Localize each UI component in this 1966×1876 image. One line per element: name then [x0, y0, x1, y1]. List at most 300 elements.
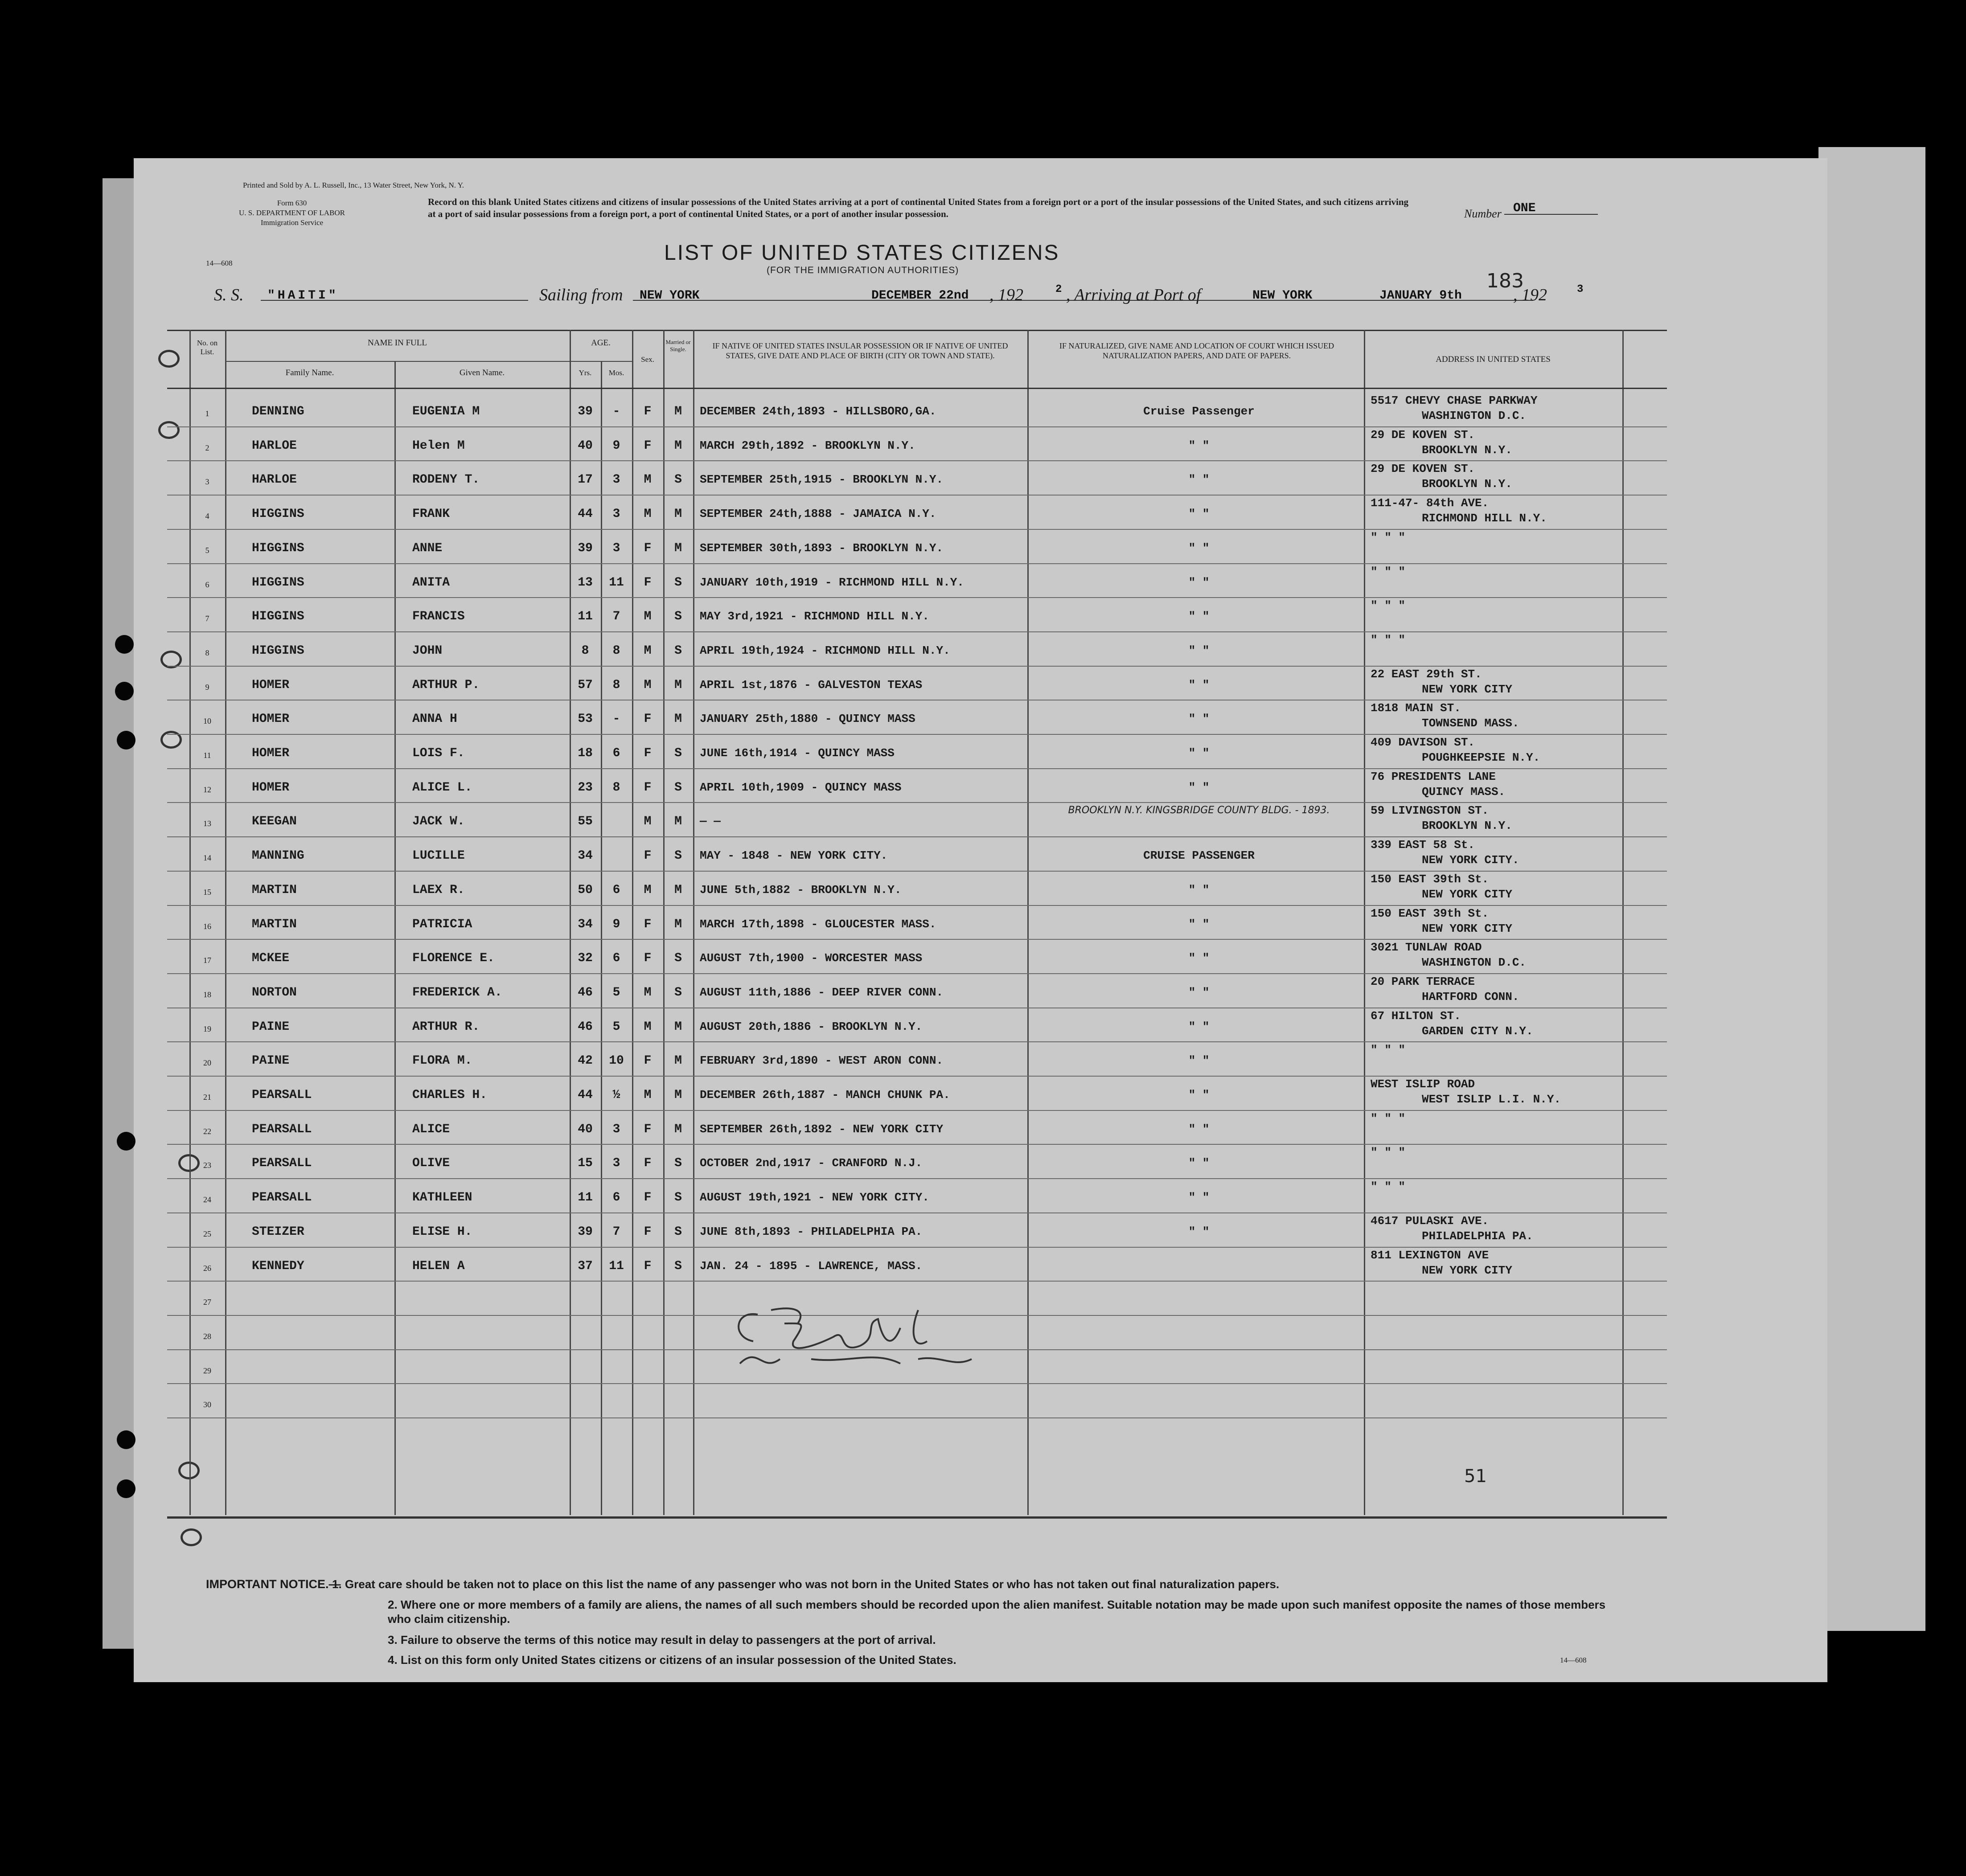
- family-name: KENNEDY: [252, 1259, 304, 1273]
- address-line-1: " " ": [1371, 1146, 1406, 1159]
- sex: M: [644, 1088, 652, 1102]
- age-months: -: [612, 405, 620, 418]
- given-name: ARTHUR P.: [412, 678, 480, 692]
- family-name: HOMER: [252, 746, 290, 760]
- header-no: No. on List.: [197, 339, 218, 356]
- age-years: 17: [578, 473, 593, 487]
- birth-info: MAY - 1848 - NEW YORK CITY.: [700, 849, 888, 863]
- department: U. S. DEPARTMENT OF LABOR: [239, 209, 345, 217]
- given-name: EUGENIA M: [412, 405, 480, 418]
- family-name: MARTIN: [252, 917, 297, 931]
- given-name: JOHN: [412, 643, 443, 658]
- given-name: PATRICIA: [412, 917, 472, 931]
- naturalization: " ": [1188, 746, 1210, 760]
- age-months: 6: [612, 951, 620, 966]
- given-name: KATHLEEN: [412, 1191, 472, 1205]
- age-years: 55: [578, 815, 593, 829]
- row-line: [167, 939, 1667, 940]
- address-line-1: " " ": [1371, 599, 1406, 613]
- address-line-1: " " ": [1371, 565, 1406, 578]
- sex: M: [644, 678, 652, 692]
- naturalization: " ": [1188, 1122, 1210, 1136]
- address-line-1: 3021 TUNLAW ROAD: [1371, 941, 1482, 954]
- naturalization: " ": [1188, 473, 1210, 487]
- binder-hole: [115, 635, 134, 654]
- marital-status: M: [674, 815, 682, 829]
- birth-info: APRIL 19th,1924 - RICHMOND HILL N.Y.: [700, 643, 950, 657]
- sex: M: [644, 507, 652, 521]
- row-number: 26: [203, 1263, 211, 1273]
- naturalization: " ": [1188, 985, 1210, 999]
- naturalization: " ": [1188, 780, 1210, 794]
- col-border: [601, 361, 602, 1515]
- given-name: FLORA M.: [412, 1054, 472, 1068]
- birth-info: MAY 3rd,1921 - RICHMOND HILL N.Y.: [700, 610, 929, 623]
- age-years: 15: [578, 1156, 593, 1171]
- row-line: [167, 426, 1667, 427]
- header-married: Married or Single.: [665, 339, 691, 352]
- age-months: 3: [612, 1156, 620, 1171]
- row-number: 20: [203, 1058, 211, 1068]
- row-line: [167, 1212, 1667, 1213]
- row-number: 27: [203, 1298, 211, 1307]
- sex: F: [644, 780, 652, 795]
- age-months: 3: [612, 473, 620, 487]
- row-number: 11: [203, 751, 211, 760]
- row-number: 14: [203, 853, 211, 863]
- naturalization: " ": [1188, 1054, 1210, 1068]
- family-name: HOMER: [252, 678, 290, 692]
- age-years: 32: [578, 951, 593, 966]
- marital-status: M: [674, 917, 682, 931]
- address-line-2: NEW YORK CITY: [1422, 887, 1512, 901]
- address-line-1: " " ": [1371, 1043, 1406, 1057]
- birth-info: OCTOBER 2nd,1917 - CRANFORD N.J.: [700, 1156, 923, 1170]
- row-number: 3: [205, 477, 209, 487]
- row-line: [167, 631, 1667, 632]
- marital-status: S: [674, 1191, 682, 1205]
- name-subheader-line: [225, 361, 570, 362]
- age-months: 7: [612, 610, 620, 624]
- birth-info: APRIL 10th,1909 - QUINCY MASS: [700, 780, 902, 794]
- sex: F: [644, 1156, 652, 1171]
- number-label: Number: [1464, 207, 1502, 220]
- birth-info: FEBRUARY 3rd,1890 - WEST ARON CONN.: [700, 1054, 944, 1068]
- header-bottom-line: [167, 388, 1667, 389]
- age-months: 3: [612, 1122, 620, 1136]
- sex: F: [644, 438, 652, 453]
- address-line-2: BROOKLYN N.Y.: [1422, 443, 1512, 457]
- address-line-1: 59 LIVINGSTON ST.: [1371, 804, 1489, 818]
- naturalization: " ": [1188, 712, 1210, 726]
- naturalization: " ": [1188, 883, 1210, 897]
- naturalization: BROOKLYN N.Y. KINGSBRIDGE COUNTY BLDG. - 1893.: [1068, 805, 1330, 816]
- number-value: ONE: [1513, 201, 1536, 215]
- header-family: Family Name.: [285, 368, 334, 377]
- row-line: [167, 871, 1667, 872]
- ss-label: S. S.: [214, 286, 244, 304]
- age-months: 7: [612, 1225, 620, 1239]
- age-months: -: [612, 712, 620, 726]
- age-months: 8: [612, 780, 620, 795]
- from-port: NEW YORK: [640, 289, 700, 303]
- sailing-from-label: Sailing from: [539, 286, 623, 304]
- marital-status: S: [674, 746, 682, 760]
- row-line: [167, 563, 1667, 564]
- family-name: HIGGINS: [252, 541, 304, 555]
- marital-status: S: [674, 575, 682, 590]
- depart-date: DECEMBER 22nd: [871, 289, 969, 303]
- age-months: 6: [612, 1191, 620, 1205]
- row-number: 21: [203, 1093, 211, 1102]
- age-months: 8: [612, 643, 620, 658]
- naturalization: " ": [1188, 575, 1210, 589]
- family-name: KEEGAN: [252, 815, 297, 829]
- address-line-2: TOWNSEND MASS.: [1422, 717, 1519, 730]
- col-border: [225, 330, 226, 1515]
- birth-info: SEPTEMBER 25th,1915 - BROOKLYN N.Y.: [700, 473, 944, 487]
- address-line-2: RICHMOND HILL N.Y.: [1422, 512, 1547, 525]
- marital-status: M: [674, 712, 682, 726]
- hand-number: 183: [1486, 270, 1524, 292]
- given-name: CHARLES H.: [412, 1088, 488, 1102]
- age-years: 11: [578, 1191, 593, 1205]
- marital-status: M: [674, 507, 682, 521]
- row-number: 29: [203, 1366, 211, 1375]
- row-number: 24: [203, 1195, 211, 1204]
- age-years: 34: [578, 849, 593, 863]
- page-number: 51: [1464, 1466, 1487, 1487]
- address-line-2: GARDEN CITY N.Y.: [1422, 1024, 1533, 1038]
- age-years: 23: [578, 780, 593, 795]
- col-border: [394, 361, 396, 1515]
- family-name: PEARSALL: [252, 1156, 312, 1171]
- naturalization: " ": [1188, 1020, 1210, 1033]
- family-name: HIGGINS: [252, 507, 304, 521]
- birth-info: JUNE 8th,1893 - PHILADELPHIA PA.: [700, 1225, 923, 1238]
- header-name-in-full: NAME IN FULL: [368, 338, 427, 348]
- table-bottom-line: [167, 1517, 1667, 1519]
- punch-ring: [181, 1528, 202, 1546]
- row-line: [167, 460, 1667, 461]
- notice-label: IMPORTANT NOTICE.—: [206, 1577, 341, 1591]
- family-name: HOMER: [252, 780, 290, 795]
- binder-hole: [117, 731, 135, 750]
- family-name: HIGGINS: [252, 610, 304, 624]
- address-line-1: 5517 CHEVY CHASE PARKWAY: [1371, 394, 1538, 407]
- row-number: 7: [205, 614, 209, 623]
- address-line-1: " " ": [1371, 530, 1406, 544]
- age-years: 57: [578, 678, 593, 692]
- header-yrs: Yrs.: [579, 369, 592, 377]
- family-name: DENNING: [252, 405, 304, 418]
- birth-info: JANUARY 10th,1919 - RICHMOND HILL N.Y.: [700, 575, 964, 589]
- marital-status: M: [674, 678, 682, 692]
- sex: F: [644, 405, 652, 418]
- row-number: 2: [205, 443, 209, 452]
- family-name: PAINE: [252, 1054, 290, 1068]
- row-number: 6: [205, 580, 209, 589]
- sex: F: [644, 1259, 652, 1273]
- address-line-2: NEW YORK CITY.: [1422, 853, 1519, 867]
- birth-info: MARCH 29th,1892 - BROOKLYN N.Y.: [700, 438, 915, 452]
- ship-name: "HAITI": [267, 289, 339, 303]
- birth-info: APRIL 1st,1876 - GALVESTON TEXAS: [700, 678, 923, 692]
- address-line-2: BROOKLYN N.Y.: [1422, 819, 1512, 833]
- age-months: 3: [612, 507, 620, 521]
- binder-hole: [117, 1430, 135, 1449]
- row-number: 10: [203, 717, 211, 726]
- family-name: HARLOE: [252, 473, 297, 487]
- address-line-2: WEST ISLIP L.I. N.Y.: [1422, 1093, 1561, 1106]
- age-years: 42: [578, 1054, 593, 1068]
- given-name: LUCILLE: [412, 849, 465, 863]
- marital-status: S: [674, 643, 682, 658]
- marital-status: S: [674, 1259, 682, 1273]
- age-years: 40: [578, 1122, 593, 1136]
- birth-info: AUGUST 11th,1886 - DEEP RIVER CONN.: [700, 985, 944, 999]
- naturalization: " ": [1188, 541, 1210, 555]
- address-line-1: " " ": [1371, 1111, 1406, 1125]
- birth-info: AUGUST 19th,1921 - NEW YORK CITY.: [700, 1191, 929, 1204]
- marital-status: M: [674, 541, 682, 555]
- row-number: 8: [205, 648, 209, 657]
- address-line-2: WASHINGTON D.C.: [1422, 409, 1527, 422]
- naturalization: " ": [1188, 1156, 1210, 1170]
- address-line-2: NEW YORK CITY: [1422, 682, 1512, 696]
- sex: M: [644, 473, 652, 487]
- birth-info: MARCH 17th,1898 - GLOUCESTER MASS.: [700, 917, 936, 931]
- given-name: ANNA H: [412, 712, 457, 726]
- header-naturalized: IF NATURALIZED, GIVE NAME AND LOCATION OF COURT WHICH ISSUED NATURALIZATION PAPERS, AND DATE OF PAPERS.: [1059, 341, 1334, 360]
- row-line: [167, 495, 1667, 496]
- sex: F: [644, 712, 652, 726]
- birth-info: DECEMBER 26th,1887 - MANCH CHUNK PA.: [700, 1088, 950, 1102]
- sex: F: [644, 1225, 652, 1239]
- age-years: 39: [578, 1225, 593, 1239]
- address-line-2: HARTFORD CONN.: [1422, 990, 1519, 1004]
- birth-info: SEPTEMBER 24th,1888 - JAMAICA N.Y.: [700, 507, 936, 521]
- age-years: 39: [578, 541, 593, 555]
- form-number: Form 630: [277, 199, 307, 207]
- given-name: JACK W.: [412, 815, 465, 829]
- sex: F: [644, 917, 652, 931]
- row-line: [167, 1281, 1667, 1282]
- marital-status: S: [674, 473, 682, 487]
- age-years: 11: [578, 610, 593, 624]
- naturalization: Cruise Passenger: [1143, 405, 1255, 418]
- age-months: 6: [612, 746, 620, 760]
- address-line-2: NEW YORK CITY: [1422, 922, 1512, 935]
- given-name: OLIVE: [412, 1156, 450, 1171]
- row-number: 1: [205, 409, 209, 418]
- sex: M: [644, 815, 652, 829]
- row-number: 30: [203, 1400, 211, 1409]
- family-name: HIGGINS: [252, 643, 304, 658]
- age-years: 18: [578, 746, 593, 760]
- given-name: ELISE H.: [412, 1225, 472, 1239]
- naturalization: " ": [1188, 507, 1210, 521]
- family-name: HIGGINS: [252, 575, 304, 590]
- marital-status: M: [674, 1020, 682, 1034]
- header-sex: Sex.: [641, 355, 654, 364]
- sex: F: [644, 849, 652, 863]
- sex: M: [644, 883, 652, 897]
- address-line-1: 339 EAST 58 St.: [1371, 838, 1475, 852]
- row-line: [167, 1076, 1667, 1077]
- marital-status: M: [674, 1088, 682, 1102]
- row-number: 9: [205, 682, 209, 692]
- sex: M: [644, 643, 652, 658]
- header-age: AGE.: [591, 338, 611, 348]
- marital-status: S: [674, 610, 682, 624]
- form-code: 14—608: [206, 259, 233, 267]
- col-border: [693, 330, 694, 1515]
- address-line-2: WASHINGTON D.C.: [1422, 956, 1527, 970]
- marital-status: S: [674, 985, 682, 999]
- col-border: [1364, 330, 1365, 1515]
- row-number: 23: [203, 1161, 211, 1170]
- given-name: LOIS F.: [412, 746, 465, 760]
- family-name: PAINE: [252, 1020, 290, 1034]
- birth-info: JUNE 5th,1882 - BROOKLYN N.Y.: [700, 883, 902, 897]
- address-line-1: WEST ISLIP ROAD: [1371, 1077, 1475, 1091]
- naturalization: " ": [1188, 438, 1210, 452]
- naturalization: CRUISE PASSENGER: [1143, 849, 1255, 863]
- age-years: 46: [578, 1020, 593, 1034]
- row-number: 19: [203, 1024, 211, 1033]
- marital-status: M: [674, 883, 682, 897]
- given-name: RODENY T.: [412, 473, 480, 487]
- header-address: ADDRESS IN UNITED STATES: [1436, 355, 1551, 364]
- binder-hole: [117, 1132, 135, 1151]
- marital-status: M: [674, 1122, 682, 1136]
- row-number: 4: [205, 512, 209, 521]
- family-name: MARTIN: [252, 883, 297, 897]
- col-border: [1622, 330, 1624, 1515]
- marital-status: S: [674, 1156, 682, 1171]
- given-name: Helen M: [412, 438, 465, 453]
- sex: F: [644, 746, 652, 760]
- marital-status: S: [674, 849, 682, 863]
- age-months: 3: [612, 541, 620, 555]
- arrive-year-prefix: , 192: [1513, 286, 1547, 304]
- header-mos: Mos.: [608, 369, 624, 377]
- birth-info: JAN. 24 - 1895 - LAWRENCE, MASS.: [700, 1259, 923, 1273]
- age-subheader-line: [570, 361, 632, 362]
- header-birth: IF NATIVE OF UNITED STATES INSULAR POSSESSION OR IF NATIVE OF UNITED STATES, GIVE DATE AND PLACE OF BIRTH (CITY OR TOWN AND STATE).: [712, 341, 1008, 360]
- page-subtitle: (FOR THE IMMIGRATION AUTHORITIES): [767, 265, 959, 275]
- row-number: 25: [203, 1229, 211, 1238]
- row-number: 15: [203, 887, 211, 897]
- age-years: 44: [578, 1088, 593, 1102]
- age-years: 50: [578, 883, 593, 897]
- address-line-1: 1818 MAIN ST.: [1371, 701, 1461, 715]
- underlying-sheet-right: [1818, 147, 1925, 1631]
- sex: F: [644, 541, 652, 555]
- age-years: 39: [578, 405, 593, 418]
- marital-status: S: [674, 1225, 682, 1239]
- row-line: [167, 802, 1667, 803]
- family-name: STEIZER: [252, 1225, 304, 1239]
- row-line: [167, 1383, 1667, 1384]
- notice-2: 2. Where one or more members of a family are aliens, the names of all such members should be recorded upon the alien manifest. Suitable notation may be made upon such manifest opposite the names of those members who claim citizenship.: [388, 1598, 1606, 1626]
- birth-info: AUGUST 7th,1900 - WORCESTER MASS: [700, 951, 923, 965]
- row-line: [167, 836, 1667, 837]
- age-months: ½: [612, 1088, 620, 1102]
- family-name: HARLOE: [252, 438, 297, 453]
- age-years: 40: [578, 438, 593, 453]
- given-name: ANITA: [412, 575, 450, 590]
- sex: F: [644, 575, 652, 590]
- address-line-1: 29 DE KOVEN ST.: [1371, 462, 1475, 476]
- address-line-1: 409 DAVISON ST.: [1371, 736, 1475, 749]
- birth-info: SEPTEMBER 26th,1892 - NEW YORK CITY: [700, 1122, 944, 1136]
- family-name: MCKEE: [252, 951, 290, 966]
- binder-hole: [115, 682, 134, 700]
- age-years: 53: [578, 712, 593, 726]
- address-line-2: QUINCY MASS.: [1422, 785, 1506, 799]
- service: Immigration Service: [260, 218, 324, 227]
- notice-1: 1. Great care should be taken not to place on this list the name of any passenger who was not born in the United States or who has not taken out final naturalization papers.: [332, 1577, 1280, 1591]
- family-name: PEARSALL: [252, 1122, 312, 1136]
- address-line-2: BROOKLYN N.Y.: [1422, 477, 1512, 491]
- family-name: PEARSALL: [252, 1088, 312, 1102]
- address-line-1: 29 DE KOVEN ST.: [1371, 428, 1475, 442]
- address-line-2: PHILADELPHIA PA.: [1422, 1229, 1533, 1243]
- depart-year-prefix: , 192: [989, 286, 1023, 304]
- given-name: ARTHUR R.: [412, 1020, 480, 1034]
- naturalization: " ": [1188, 917, 1210, 931]
- row-line: [167, 1417, 1667, 1418]
- address-line-2: POUGHKEEPSIE N.Y.: [1422, 751, 1540, 764]
- footer-code: 14—608: [1560, 1656, 1587, 1664]
- address-line-1: 150 EAST 39th St.: [1371, 872, 1489, 886]
- row-line: [167, 666, 1667, 667]
- address-line-1: 76 PRESIDENTS LANE: [1371, 770, 1496, 783]
- naturalization: " ": [1188, 1225, 1210, 1238]
- naturalization: " ": [1188, 951, 1210, 965]
- naturalization: " ": [1188, 1191, 1210, 1204]
- given-name: LAEX R.: [412, 883, 465, 897]
- row-line: [167, 734, 1667, 735]
- row-number: 22: [203, 1126, 211, 1136]
- sex: M: [644, 1020, 652, 1034]
- address-line-2: NEW YORK CITY: [1422, 1263, 1512, 1277]
- sex: M: [644, 610, 652, 624]
- naturalization: " ": [1188, 610, 1210, 623]
- row-number: 28: [203, 1331, 211, 1341]
- row-line: [167, 768, 1667, 769]
- given-name: FRANK: [412, 507, 450, 521]
- family-name: PEARSALL: [252, 1191, 312, 1205]
- marital-status: M: [674, 1054, 682, 1068]
- row-number: 13: [203, 819, 211, 828]
- row-line: [167, 1144, 1667, 1145]
- marital-status: S: [674, 780, 682, 795]
- arriving-label: , Arriving at Port of: [1066, 286, 1201, 304]
- row-line: [167, 905, 1667, 906]
- row-number: 18: [203, 990, 211, 999]
- address-line-1: 150 EAST 39th St.: [1371, 906, 1489, 920]
- age-years: 34: [578, 917, 593, 931]
- age-years: 46: [578, 985, 593, 999]
- address-line-1: 111-47- 84th AVE.: [1371, 496, 1489, 510]
- age-months: 6: [612, 883, 620, 897]
- family-name: HOMER: [252, 712, 290, 726]
- address-line-1: " " ": [1371, 633, 1406, 647]
- col-border: [1027, 330, 1029, 1515]
